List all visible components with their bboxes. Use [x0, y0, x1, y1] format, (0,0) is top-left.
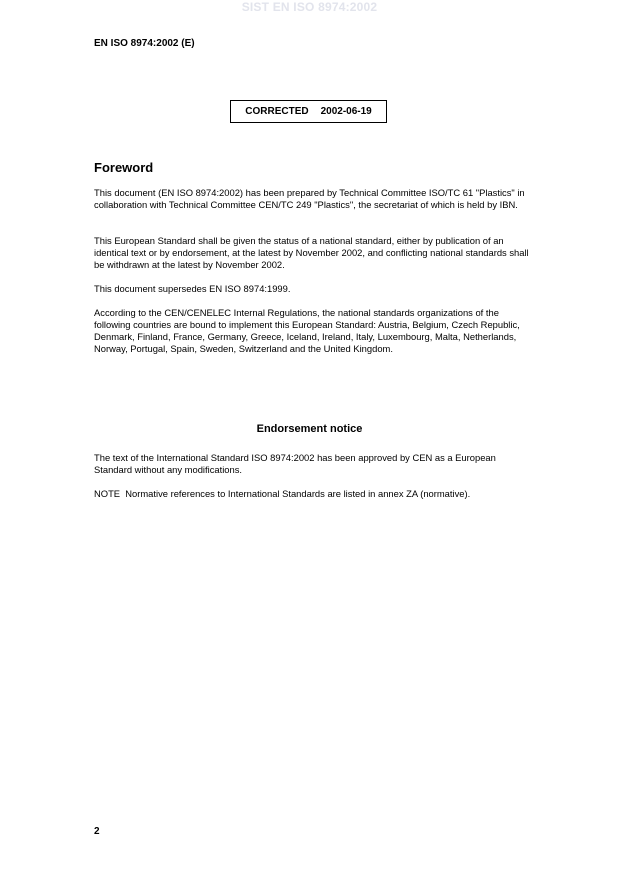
- foreword-paragraph-1: This document (EN ISO 8974:2002) has been prepared by Technical Committee ISO/TC 61 "Plastics" in collaboration with Technical Committee CEN/TC 249 "Plastics", the secretariat of which is held by IBN.: [94, 187, 525, 210]
- corrected-label: CORRECTED: [245, 106, 309, 117]
- foreword-paragraph-4: According to the CEN/CENELEC Internal Regulations, the national standards organizations of the following countries are bound to implement this European Standard: Austria, Belgium, Czech Republic, Denmark, Finland, France, Germany, Greece, Iceland, Ireland, Italy, Luxembourg, Malta, Netherlands, Norway, Portugal, Spain, Sweden, Switzerland and the United Kingdom.: [94, 307, 520, 354]
- corrected-date: 2002-06-19: [320, 106, 372, 117]
- foreword-heading: Foreword: [94, 160, 154, 175]
- page-number: 2: [94, 826, 100, 837]
- endorsement-heading: Endorsement notice: [256, 423, 363, 435]
- foreword-paragraph-3: This document supersedes EN ISO 8974:1999.: [94, 283, 291, 294]
- watermark: SIST EN ISO 8974:2002: [241, 0, 378, 14]
- endorsement-paragraph-1: The text of the International Standard ISO 8974:2002 has been approved by CEN as a European Standard without any modifications.: [94, 452, 496, 475]
- corrected-stamp: [230, 100, 387, 123]
- foreword-paragraph-2: This European Standard shall be given the status of a national standard, either by publication of an identical text or by endorsement, at the latest by November 2002, and conflicting national standards shall be withdrawn at the latest by November 2002.: [94, 235, 529, 270]
- document-identifier: EN ISO 8974:2002 (E): [94, 38, 195, 49]
- endorsement-note: NOTE Normative references to International Standards are listed in annex ZA (normative).: [94, 488, 471, 499]
